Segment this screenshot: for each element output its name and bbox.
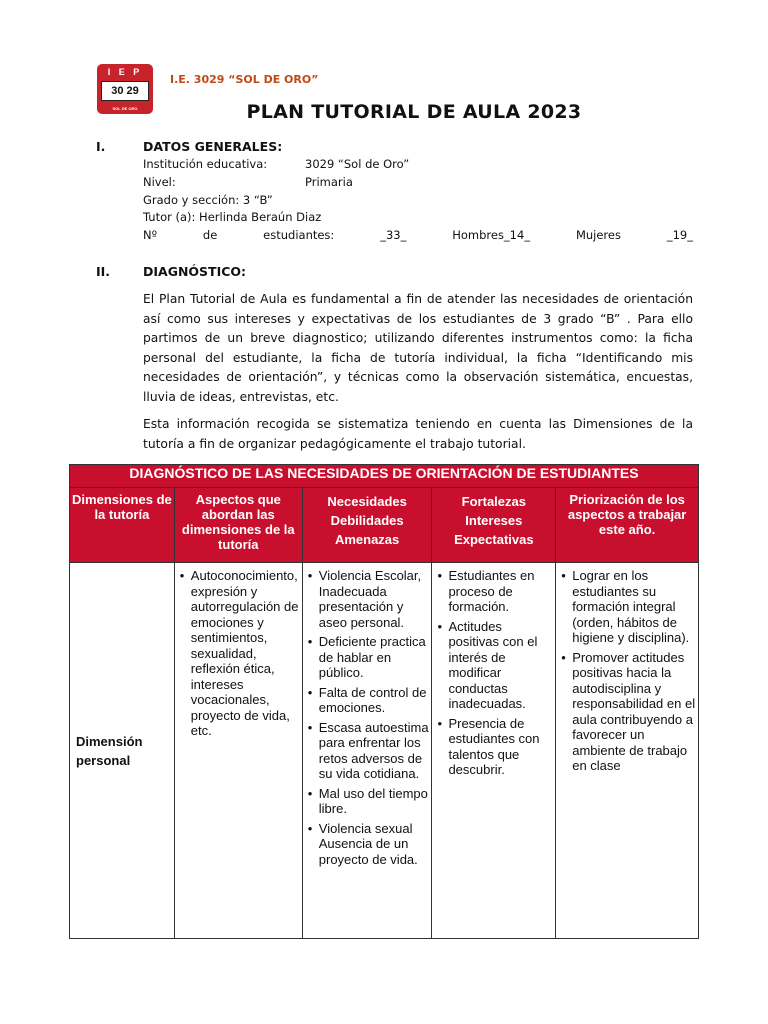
column-header-fortalezas: Fortalezas Intereses Expectativas [432, 488, 556, 563]
field-label: Nivel: [143, 175, 176, 189]
column-header-dimensiones: Dimensiones de la tutoría [70, 488, 175, 563]
students-word: estudiantes: [263, 228, 335, 242]
list-item: • Mal uso del tiempo libre. [319, 786, 430, 817]
list-item: • Deficiente practica de hablar en público. [319, 634, 430, 681]
list-item: • Promover actitudes positivas hacia la autodisciplina y responsabilidad en el aula contribuyendo a favorecer un ambiente de trabajo en clase [572, 650, 696, 774]
diagnostic-paragraph-1: El Plan Tutorial de Aula es fundamental a fin de atender las necesidades de orientación así como sus intereses y expectativas de los estudiantes de 3 grado “B” . Para ello partimos de un breve diagnostico; utilizando diferentes instrumentos como: la ficha personal del estudiante, la ficha de tutoría individual, la ficha “Identificando mis necesidades de orientación”, y técnicas como la observación sistemática, encuestas, lluvia de ideas, entrevistas, etc. [143, 292, 693, 404]
students-men: Hombres_14_ [452, 228, 531, 242]
section-heading-datos [96, 139, 282, 154]
school-name: I.E. 3029 “SOL DE ORO” [170, 73, 319, 86]
fortalezas-cell [432, 563, 556, 939]
aspectos-cell [174, 563, 302, 939]
list-item: • Presencia de estudiantes con talentos que descubrir. [448, 716, 553, 778]
students-word: Nº [143, 228, 158, 242]
list-item: • Falta de control de emociones. [319, 685, 430, 716]
diagnostic-paragraph-2: Esta información recogida se sistematiza teniendo en cuenta las Dimensiones de la tutoría a fin de organizar pedagógicamente el trabajo tutorial. [143, 417, 693, 451]
logo-top-text: I E P [107, 67, 143, 77]
field-label: Grado y sección: 3 “B” [143, 193, 273, 207]
field-value: 3029 “Sol de Oro” [305, 157, 410, 171]
table-title: DIAGNÓSTICO DE LAS NECESIDADES DE ORIENTACIÓN DE ESTUDIANTES [70, 465, 699, 488]
list-item: • Violencia sexual Ausencia de un proyecto de vida. [319, 821, 430, 868]
column-header-necesidades: Necesidades Debilidades Amenazas [302, 488, 432, 563]
students-total: _33_ [380, 228, 407, 242]
section-title: DATOS GENERALES: [143, 139, 283, 154]
field-tutor [143, 210, 321, 224]
section-number: II. [96, 264, 111, 279]
logo-number: 30 29 [101, 81, 149, 101]
list-item: • Lograr en los estudiantes su formación integral (orden, hábitos de higiene y disciplina). [572, 568, 696, 646]
field-value: Primaria [305, 175, 353, 189]
field-label: Institución educativa: [143, 157, 268, 171]
priorizacion-cell [556, 563, 699, 939]
students-count-line [143, 228, 693, 242]
list-item: • Autoconocimiento, expresión y autorregulación de emociones y sentimientos, sexualidad, reflexión ética, intereses vocacionales, proyecto de vida, etc. [191, 568, 300, 739]
section-heading-diagnostico [96, 264, 246, 279]
students-word: Mujeres [575, 228, 621, 242]
section-title: DIAGNÓSTICO: [143, 264, 247, 279]
column-header-priorizacion: Priorización de los aspectos a trabajar este año. [556, 488, 699, 563]
dimension-cell: Dimensión personal [70, 563, 175, 939]
students-word: de [202, 228, 218, 242]
list-item: • Violencia Escolar, Inadecuada presentación y aseo personal. [319, 568, 430, 630]
column-header-aspectos: Aspectos que abordan las dimensiones de la tutoría [174, 488, 302, 563]
logo-bottom-text: SOL DE ORO [112, 106, 138, 111]
students-women: _19_ [666, 228, 693, 242]
field-label: Tutor (a): Herlinda Beraún Diaz [143, 210, 322, 224]
table-row [70, 563, 699, 939]
field-institucion [143, 157, 410, 171]
field-nivel [143, 175, 353, 189]
list-item: • Estudiantes en proceso de formación. [448, 568, 553, 615]
list-item: • Actitudes positivas con el interés de modificar conductas inadecuadas. [448, 619, 553, 712]
necesidades-cell [302, 563, 432, 939]
diagnostic-table [69, 464, 699, 939]
section-number: I. [96, 139, 106, 154]
list-item: • Escasa autoestima para enfrentar los retos adversos de su vida cotidiana. [319, 720, 430, 782]
field-grado [143, 193, 273, 207]
page-title: PLAN TUTORIAL DE AULA 2023 [246, 101, 582, 123]
